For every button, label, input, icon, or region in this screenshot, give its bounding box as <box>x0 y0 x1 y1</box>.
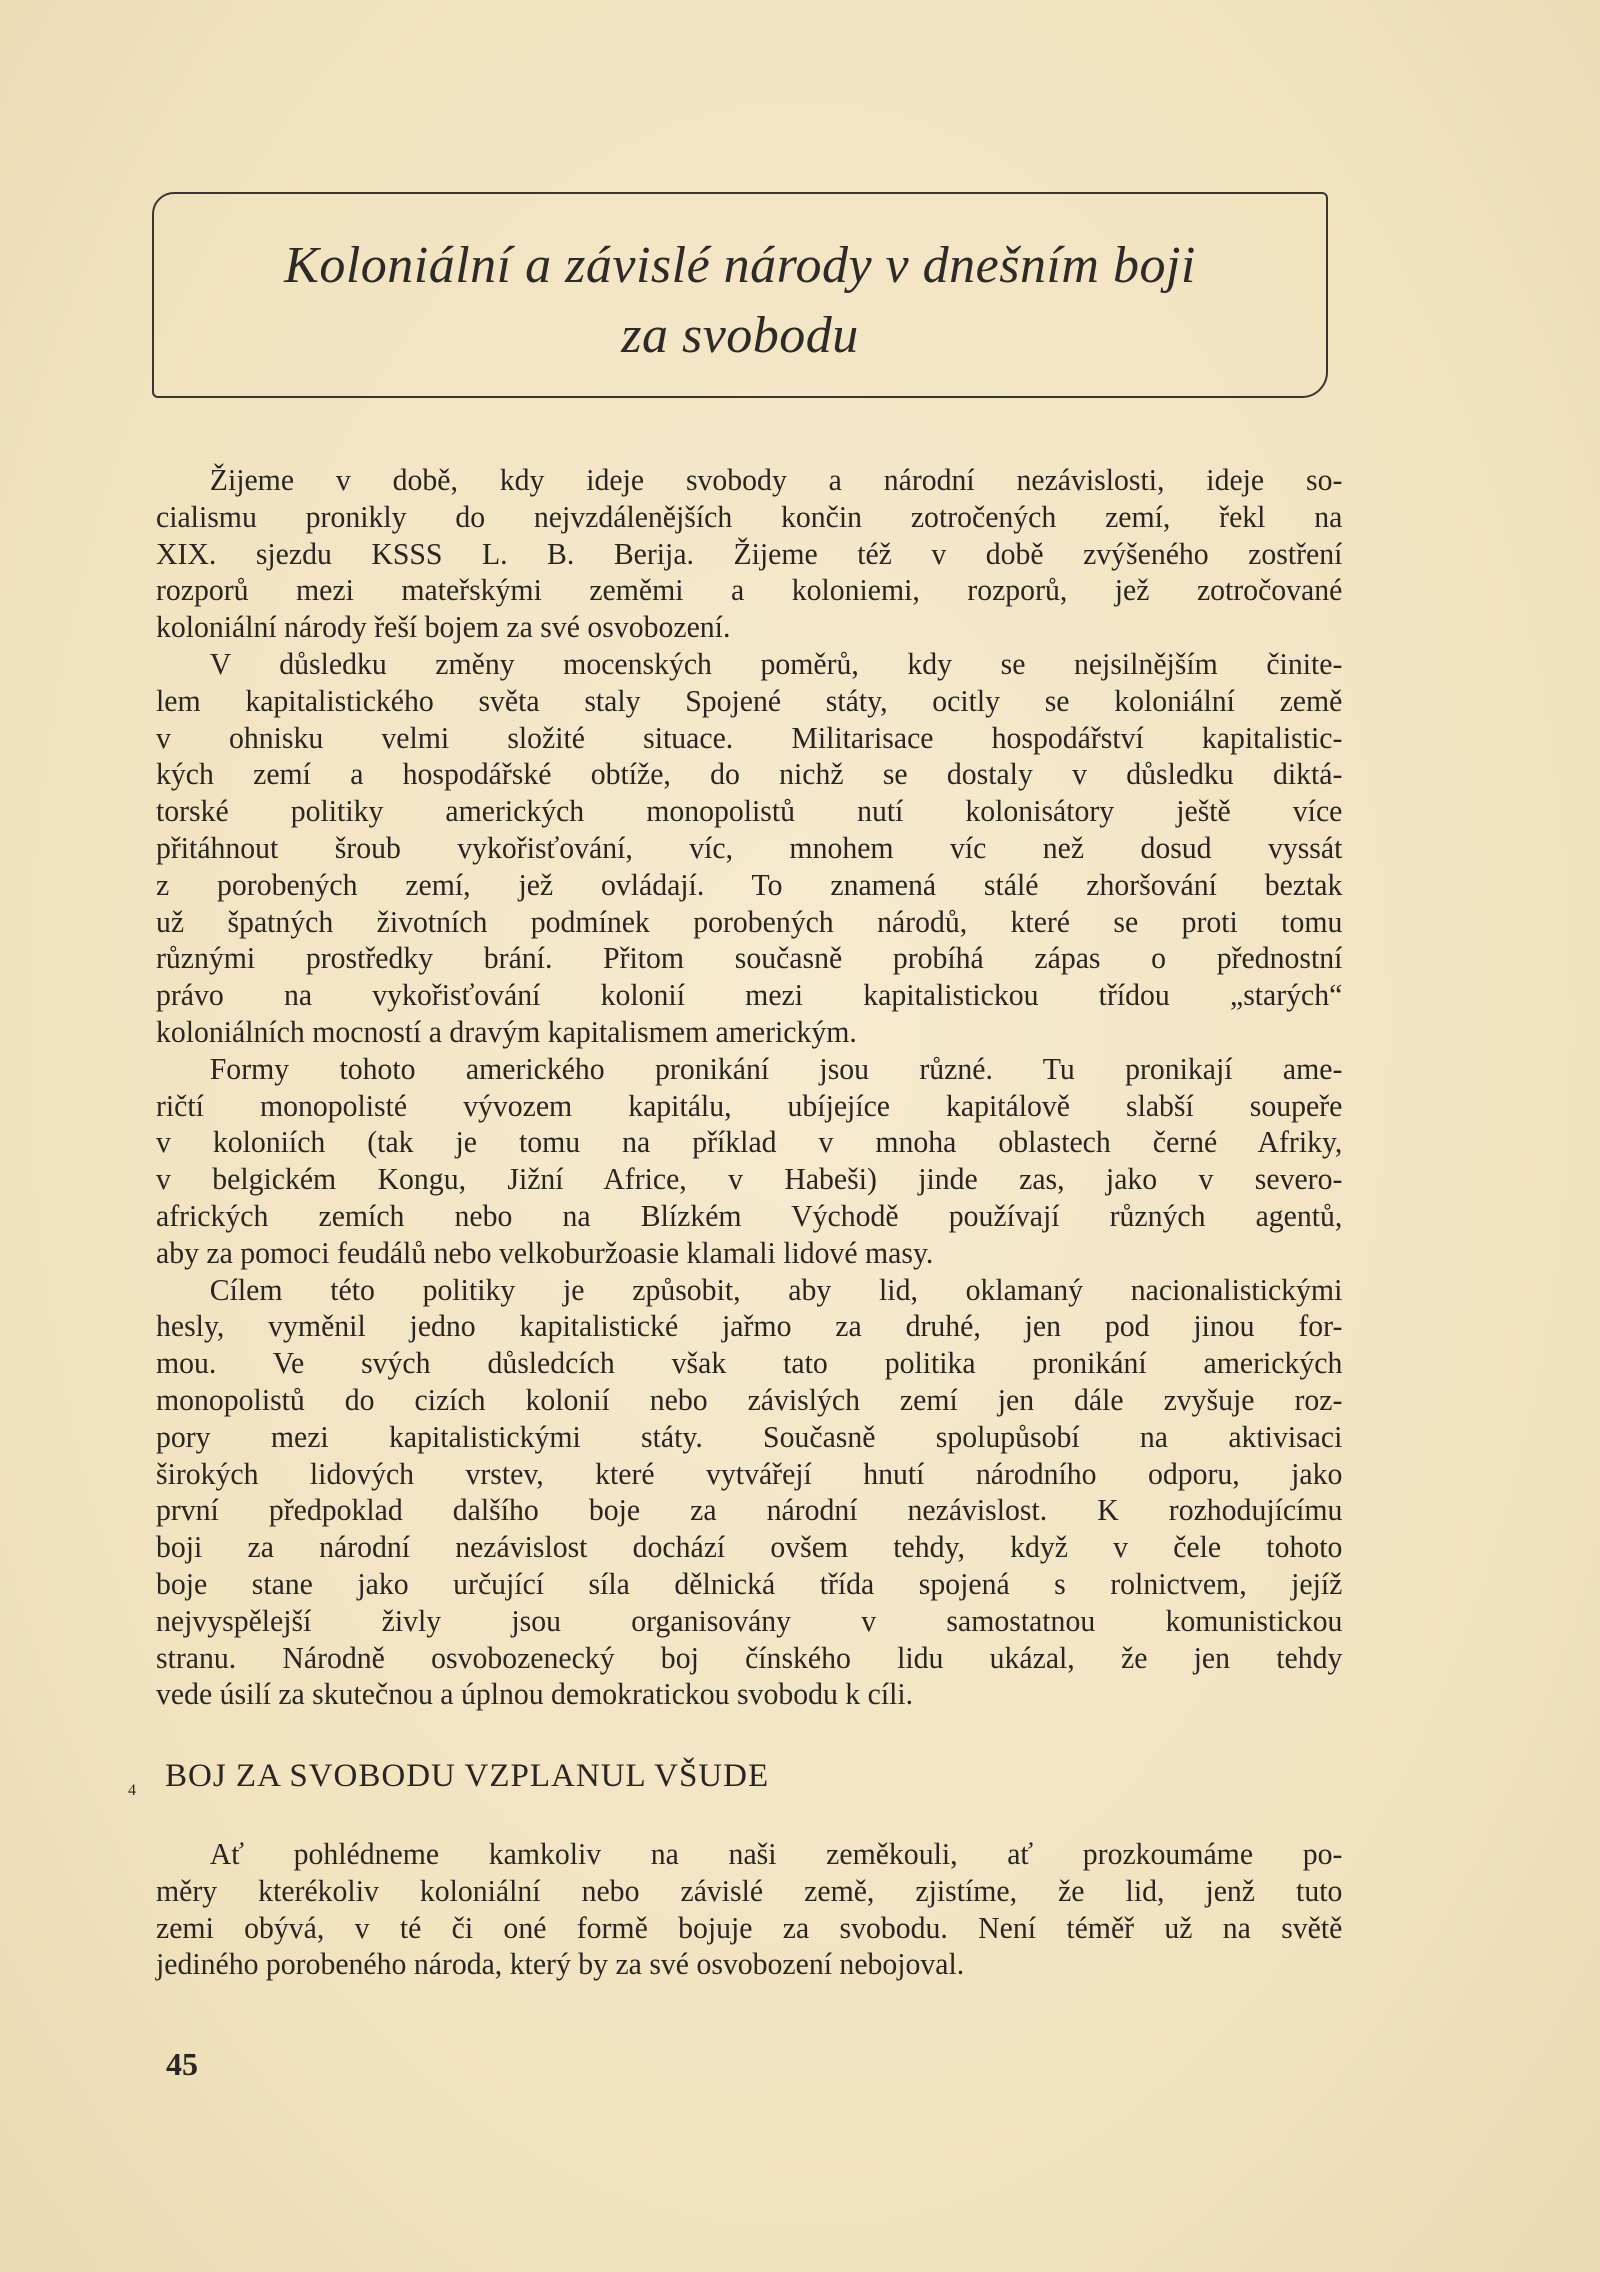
text-line: zemi obývá, v té či oné formě bojuje za svobodu. Není téměř už na světě <box>156 1909 1343 1945</box>
text-line: monopolistů do cizích kolonií nebo závislých zemí jen dále zvyšuje roz- <box>156 1381 1343 1417</box>
text-line: z porobených zemí, jež ovládají. To znamená stálé zhoršování beztak <box>156 866 1343 902</box>
text-line: torské politiky amerických monopolistů nutí kolonisátory ještě více <box>156 793 1343 829</box>
text-line: Formy tohoto amerického pronikání jsou různé. Tu pronikají ame- <box>209 1050 1343 1086</box>
text-line: afrických zemích nebo na Blízkém Východě používají různých agentů, <box>156 1197 1343 1233</box>
text-line: kých zemí a hospodářské obtíže, do nichž se dostaly v důsledku diktá- <box>156 756 1343 792</box>
text-line: koloniálních mocností a dravým kapitalismem americkým. <box>156 1013 857 1049</box>
text-line: stranu. Národně osvobozenecký boj čínského lidu ukázal, že jen tehdy <box>156 1639 1343 1675</box>
text-line: aby za pomoci feudálů nebo velkoburžoasie klamali lidové masy. <box>156 1234 934 1270</box>
text-line: XIX. sjezdu KSSS L. B. Berija. Žijeme též v době zvýšeného zostření <box>156 535 1343 571</box>
text-line: ričtí monopolisté vývozem kapitálu, ubíjejíce kapitálově slabší soupeře <box>156 1087 1343 1123</box>
text-line: boji za národní nezávislost dochází ovšem tehdy, když v čele tohoto <box>156 1529 1343 1565</box>
text-line: cialismu pronikly do nejvzdálenějších končin zotročených zemí, řekl na <box>156 498 1343 534</box>
title-box <box>152 192 1328 398</box>
paragraph <box>156 1836 1342 1983</box>
text-line: v ohnisku velmi složité situace. Militarisace hospodářství kapitalistic- <box>156 719 1343 755</box>
text-line: měry kterékoliv koloniální nebo závislé země, zjistíme, že lid, jenž tuto <box>156 1872 1343 1908</box>
text-line: hesly, vyměnil jedno kapitalistické jařmo za druhé, jen pod jinou for- <box>156 1308 1343 1344</box>
text-line: lem kapitalistického světa staly Spojené státy, ocitly se koloniální země <box>156 682 1343 718</box>
text-line: už špatných životních podmínek porobených národů, které se proti tomu <box>156 903 1343 939</box>
text-line: jediného porobeného národa, který by za své osvobození nebojoval. <box>156 1946 965 1982</box>
text-line: Cílem této politiky je způsobit, aby lid, oklamaný nacionalistickými <box>209 1271 1343 1307</box>
text-line: koloniální národy řeší bojem za své osvobození. <box>156 609 731 645</box>
paragraph <box>156 646 1342 1051</box>
text-line: první předpoklad dalšího boje za národní nezávislost. K rozhodujícímu <box>156 1492 1343 1528</box>
text-line: Žijeme v době, kdy ideje svobody a národní nezávislosti, ideje so- <box>209 462 1343 497</box>
text-line: nejvyspělejší živly jsou organisovány v samostatnou komunistickou <box>156 1602 1343 1638</box>
text-line: vede úsilí za skutečnou a úplnou demokratickou svobodu k cíli. <box>156 1676 914 1712</box>
article-title-line-1: Koloniální a závislé národy v dnešním boji <box>284 237 1196 294</box>
paragraph <box>156 1272 1342 1714</box>
article-title-line-2: za svobodu <box>621 307 859 364</box>
margin-mark: 4 <box>128 1782 136 1799</box>
text-line: různými prostředky brání. Přitom současně probíhá zápas o přednostní <box>156 940 1343 976</box>
text-line: širokých lidových vrstev, které vytvářejí hnutí národního odporu, jako <box>156 1455 1343 1491</box>
text-line: přitáhnout šroub vykořisťování, víc, mnohem víc než dosud vyssát <box>156 829 1343 865</box>
section-1-body <box>156 462 1342 1713</box>
text-line: v belgickém Kongu, Jižní Africe, v Habeši) jinde zas, jako v severo- <box>156 1161 1343 1197</box>
paragraph <box>156 1051 1342 1272</box>
paragraph <box>156 462 1342 646</box>
section-2-body <box>156 1836 1342 1983</box>
page-number: 45 <box>166 2046 198 2082</box>
section-heading: BOJ ZA SVOBODU VZPLANUL VŠUDE <box>165 1758 770 1794</box>
text-line: právo na vykořisťování kolonií mezi kapitalistickou třídou „starých“ <box>156 977 1343 1013</box>
text-line: v koloniích (tak je tomu na příklad v mnoha oblastech černé Afriky, <box>156 1124 1343 1160</box>
text-line: pory mezi kapitalistickými státy. Současně spolupůsobí na aktivisaci <box>156 1418 1343 1454</box>
text-line: rozporů mezi mateřskými zeměmi a koloniemi, rozporů, jež zotročované <box>156 572 1343 608</box>
text-line: V důsledku změny mocenských poměrů, kdy se nejsilnějším činite- <box>209 645 1343 681</box>
text-line: boje stane jako určující síla dělnická třída spojená s rolnictvem, jejíž <box>156 1565 1343 1601</box>
text-line: Ať pohlédneme kamkoliv na naši zeměkouli, ať prozkoumáme po- <box>209 1836 1343 1871</box>
text-line: mou. Ve svých důsledcích však tato politika pronikání amerických <box>156 1345 1343 1381</box>
